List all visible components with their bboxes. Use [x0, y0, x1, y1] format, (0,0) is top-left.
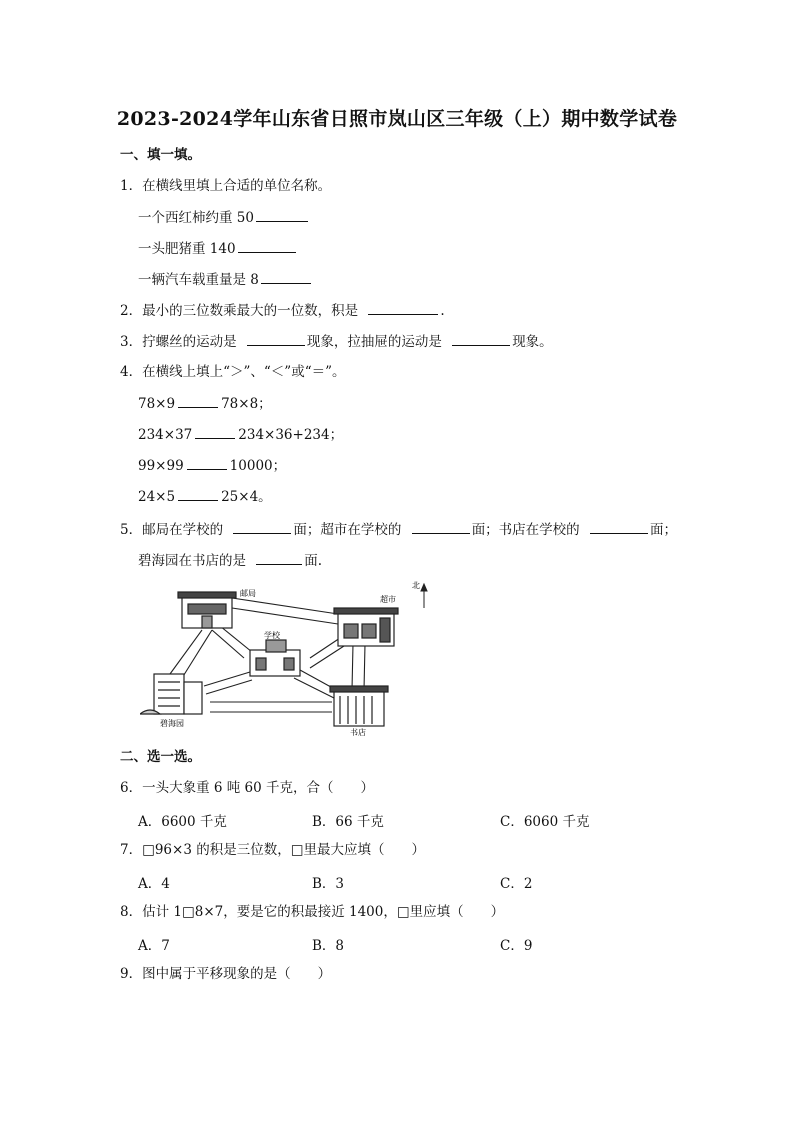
q5-part-e: 碧海园在书店的是 — [138, 553, 246, 569]
answer-blank[interactable] — [452, 332, 510, 346]
q1-stem: 1．在横线里填上合适的单位名称。 — [120, 178, 332, 194]
q3 — [120, 332, 553, 351]
q7-option-c[interactable]: C．2 — [500, 876, 533, 892]
q1-item-3 — [138, 270, 313, 289]
q7-option-a[interactable]: A．4 — [138, 876, 170, 892]
q4-item-1-right: 78×8； — [221, 396, 272, 412]
q7-stem: 7．□96×3 的积是三位数，□里最大应填（ ） — [120, 842, 425, 858]
q4-item-1-left: 78×9 — [138, 396, 176, 412]
q5-line-2 — [138, 551, 322, 570]
q4-item-3-left: 99×99 — [138, 458, 184, 474]
q1-item-3-text: 一辆汽车载重量是 8 — [138, 272, 259, 288]
q6-stem: 6．一头大象重 6 吨 60 千克，合（ ） — [120, 780, 375, 796]
q4-item-4 — [138, 487, 272, 506]
q1-item-1-text: 一个西红柿约重 50 — [138, 210, 254, 226]
q4-item-4-right: 25×4。 — [221, 489, 272, 505]
q2-end: . — [440, 303, 445, 319]
q6-option-b[interactable]: B．66 千克 — [312, 814, 384, 830]
answer-blank[interactable] — [187, 456, 227, 470]
q8-option-a[interactable]: A．7 — [138, 938, 170, 954]
road-post-market — [232, 608, 338, 624]
answer-blank[interactable] — [178, 394, 218, 408]
school-building — [250, 640, 300, 676]
q2-stem: 2．最小的三位数乘最大的一位数，积是 — [120, 303, 359, 319]
q4-stem: 4．在横线上填上“＞”、“＜”或“＝”。 — [120, 364, 346, 380]
market-building — [334, 608, 398, 646]
map-label-post: 邮局 — [240, 589, 256, 598]
q5-line-1 — [120, 520, 677, 539]
answer-blank[interactable] — [247, 332, 305, 346]
answer-blank[interactable] — [195, 425, 235, 439]
q5-part-b: 面；超市在学校的 — [293, 522, 402, 538]
q4-item-1 — [138, 394, 272, 413]
road-post-school — [212, 630, 244, 658]
map-label-school: 学校 — [264, 631, 280, 640]
q1-item-2-text: 一头肥猪重 140 — [138, 241, 236, 257]
post-office-building — [178, 592, 236, 628]
location-map-figure — [140, 578, 430, 736]
q4-item-2 — [138, 425, 343, 444]
answer-blank[interactable] — [178, 487, 218, 501]
road-market-bookstore — [352, 644, 353, 690]
road-school-bookstore — [294, 678, 334, 698]
q5-part-d: 面； — [649, 522, 677, 538]
road-garden-school — [206, 680, 252, 694]
road-post-school — [220, 626, 252, 652]
q5-part-f: 面. — [304, 553, 323, 569]
map-label-garden: 碧海园 — [160, 719, 184, 728]
road-market-bookstore — [364, 644, 365, 690]
q3-part-b: 现象，拉抽屉的运动是 — [306, 334, 442, 350]
answer-blank[interactable] — [233, 520, 291, 534]
answer-blank[interactable] — [256, 551, 302, 565]
road-school-market — [310, 638, 340, 658]
q4-item-3-right: 10000； — [229, 458, 287, 474]
q2 — [120, 301, 445, 320]
answer-blank[interactable] — [590, 520, 648, 534]
q3-part-a: 3．拧螺丝的运动是 — [120, 334, 237, 350]
map-label-market: 超市 — [380, 595, 396, 604]
q8-stem: 8．估计 1□8×7，要是它的积最接近 1400，□里应填（ ） — [120, 904, 505, 920]
page-title: 2023-2024学年山东省日照市岚山区三年级（上）期中数学试卷 — [116, 108, 678, 130]
map-label-north: 北 — [412, 581, 420, 590]
q6-option-a[interactable]: A．6600 千克 — [138, 814, 227, 830]
section-choose: 二、选一选。 — [120, 749, 201, 765]
q1-item-2 — [138, 239, 298, 258]
road-post-garden — [170, 630, 202, 674]
q7-option-b[interactable]: B．3 — [312, 876, 345, 892]
q8-option-c[interactable]: C．9 — [500, 938, 533, 954]
q1-item-1 — [138, 208, 310, 227]
north-arrow-icon — [421, 584, 427, 608]
bookstore-building — [330, 686, 388, 726]
q3-part-c: 现象。 — [512, 334, 553, 350]
q5-part-a: 5．邮局在学校的 — [120, 522, 224, 538]
q6-option-c[interactable]: C．6060 千克 — [500, 814, 590, 830]
q5-part-c: 面；书店在学校的 — [471, 522, 580, 538]
road-post-market — [232, 598, 338, 614]
road-school-market — [310, 646, 344, 668]
section-fill-in: 一、填一填。 — [120, 147, 201, 163]
q4-item-4-left: 24×5 — [138, 489, 176, 505]
answer-blank[interactable] — [256, 208, 308, 222]
q4-item-2-left: 234×37 — [138, 427, 193, 443]
q4-item-3 — [138, 456, 286, 475]
q9-stem: 9．图中属于平移现象的是（ ） — [120, 966, 332, 982]
road-garden-school — [204, 672, 250, 686]
map-label-bookstore: 书店 — [350, 728, 366, 736]
answer-blank[interactable] — [368, 301, 438, 315]
answer-blank[interactable] — [238, 239, 296, 253]
answer-blank[interactable] — [412, 520, 470, 534]
garden-building — [140, 674, 202, 714]
q8-option-b[interactable]: B．8 — [312, 938, 345, 954]
q4-item-2-right: 234×36+234； — [238, 427, 344, 443]
answer-blank[interactable] — [261, 270, 311, 284]
